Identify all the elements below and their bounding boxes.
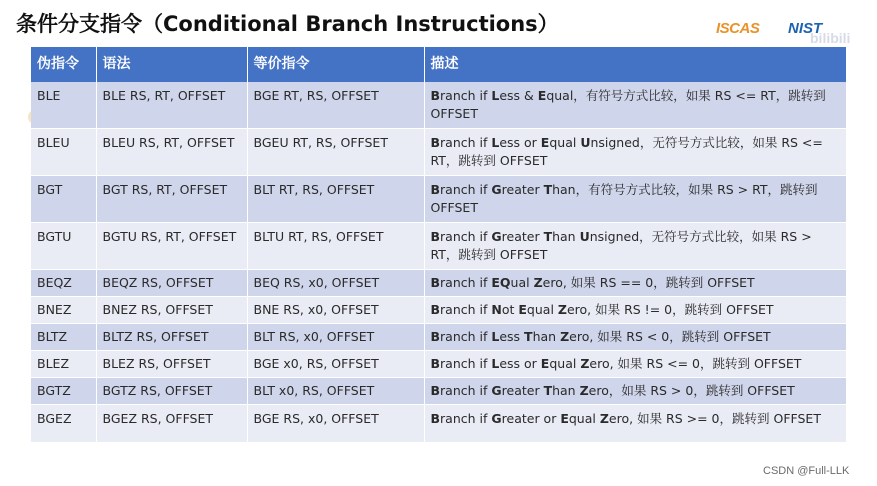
cell-syntax: BGT RS, RT, OFFSET — [96, 176, 247, 223]
desc-text: han — [552, 229, 580, 244]
cell-equivalent: BGE x0, RS, OFFSET — [247, 351, 424, 378]
cell-description — [424, 297, 846, 324]
branch-instructions-table — [31, 47, 846, 443]
cell-pseudo: BGTU — [31, 223, 96, 270]
desc-emphasis: T — [543, 383, 553, 398]
desc-emphasis: Z — [557, 302, 567, 317]
iscas-logo: ISCAS — [716, 20, 760, 37]
desc-emphasis: Z — [580, 356, 590, 371]
page-title: 条件分支指令（Conditional Branch Instructions） — [16, 12, 559, 36]
desc-text: ero, 如果 RS >= 0，跳转到 OFFSET — [608, 411, 821, 426]
cell-equivalent: BGE RS, x0, OFFSET — [247, 405, 424, 443]
desc-text: ero, 如果 RS == 0，跳转到 OFFSET — [542, 275, 755, 290]
desc-emphasis: L — [491, 356, 500, 371]
desc-text: ess or — [499, 135, 541, 150]
desc-emphasis: G — [491, 411, 502, 426]
desc-text: ero, 如果 RS != 0，跳转到 OFFSET — [566, 302, 774, 317]
cell-description — [424, 82, 846, 129]
table-header-row — [31, 47, 846, 82]
cell-syntax: BEQZ RS, OFFSET — [96, 270, 247, 297]
cell-syntax: BGEZ RS, OFFSET — [96, 405, 247, 443]
desc-text: ess & — [499, 88, 538, 103]
desc-text: ero, 如果 RS <= 0，跳转到 OFFSET — [589, 356, 802, 371]
desc-emphasis: L — [491, 329, 500, 344]
desc-emphasis: B — [430, 88, 441, 103]
cell-equivalent: BEQ RS, x0, OFFSET — [247, 270, 424, 297]
desc-text: nsigned，无符号方式比较，如果 RS > RT，跳转到 OFFSET — [430, 229, 812, 262]
desc-text: ranch if — [440, 88, 492, 103]
desc-emphasis: E — [537, 88, 547, 103]
cell-syntax: BLE RS, RT, OFFSET — [96, 82, 247, 129]
cell-pseudo: BGEZ — [31, 405, 96, 443]
table-row — [31, 270, 846, 297]
cell-description — [424, 351, 846, 378]
desc-text: ranch if — [440, 135, 492, 150]
cell-pseudo: BGT — [31, 176, 96, 223]
desc-emphasis: Z — [579, 383, 589, 398]
cell-pseudo: BEQZ — [31, 270, 96, 297]
cell-description — [424, 270, 846, 297]
desc-text: ranch if — [440, 302, 492, 317]
desc-emphasis: G — [491, 383, 502, 398]
desc-text: ranch if — [440, 182, 492, 197]
cell-syntax: BNEZ RS, OFFSET — [96, 297, 247, 324]
bilibili-watermark: bilibili — [810, 30, 851, 46]
desc-text: ess — [499, 329, 525, 344]
cell-pseudo: BLEU — [31, 129, 96, 176]
cell-syntax: BGTZ RS, OFFSET — [96, 378, 247, 405]
desc-text: qual — [549, 135, 581, 150]
desc-text: han — [552, 383, 580, 398]
desc-emphasis: U — [579, 229, 590, 244]
desc-emphasis: B — [430, 302, 441, 317]
desc-emphasis: B — [430, 383, 441, 398]
desc-emphasis: B — [430, 182, 441, 197]
desc-text: ranch if — [440, 275, 492, 290]
table-row — [31, 378, 846, 405]
header-equivalent: 等价指令 — [247, 47, 424, 82]
desc-emphasis: T — [524, 329, 533, 344]
cell-syntax: BLEZ RS, OFFSET — [96, 351, 247, 378]
desc-emphasis: G — [491, 229, 502, 244]
desc-emphasis: B — [430, 329, 441, 344]
desc-emphasis: U — [580, 135, 591, 150]
desc-text: ot — [501, 302, 519, 317]
cell-syntax: BGTU RS, RT, OFFSET — [96, 223, 247, 270]
desc-emphasis: G — [491, 182, 502, 197]
cell-description — [424, 378, 846, 405]
cell-description — [424, 405, 846, 443]
desc-text: han，有符号方式比较，如果 RS > RT，跳转到 OFFSET — [430, 182, 818, 215]
desc-text: qual — [526, 302, 558, 317]
header-description: 描述 — [424, 47, 846, 82]
cell-syntax: BLTZ RS, OFFSET — [96, 324, 247, 351]
desc-text: ranch if — [440, 411, 492, 426]
desc-text: ranch if — [440, 229, 492, 244]
cell-equivalent: BLTU RT, RS, OFFSET — [247, 223, 424, 270]
desc-text: ero，如果 RS > 0，跳转到 OFFSET — [588, 383, 795, 398]
desc-text: ual — [510, 275, 534, 290]
nist-logo: NIST — [788, 20, 823, 37]
table-row — [31, 82, 846, 129]
desc-text: reater — [501, 182, 544, 197]
desc-emphasis: L — [491, 88, 500, 103]
header-pseudo: 伪指令 — [31, 47, 96, 82]
table-row — [31, 176, 846, 223]
cell-equivalent: BGE RT, RS, OFFSET — [247, 82, 424, 129]
table-row — [31, 129, 846, 176]
cell-pseudo: BLEZ — [31, 351, 96, 378]
desc-emphasis: B — [430, 356, 441, 371]
desc-text: ranch if — [440, 329, 492, 344]
desc-text: ranch if — [440, 356, 492, 371]
desc-emphasis: Z — [560, 329, 570, 344]
desc-text: ranch if — [440, 383, 492, 398]
table-row — [31, 223, 846, 270]
desc-emphasis: B — [430, 135, 441, 150]
table-row — [31, 351, 846, 378]
cell-description — [424, 129, 846, 176]
cell-description — [424, 324, 846, 351]
desc-text: reater — [501, 229, 544, 244]
desc-emphasis: T — [543, 229, 553, 244]
desc-emphasis: Z — [599, 411, 609, 426]
cell-pseudo: BNEZ — [31, 297, 96, 324]
desc-emphasis: Z — [533, 275, 543, 290]
cell-equivalent: BLT x0, RS, OFFSET — [247, 378, 424, 405]
desc-emphasis: E — [540, 356, 550, 371]
desc-emphasis: L — [491, 135, 500, 150]
desc-text: qual，有符号方式比较，如果 RS <= RT，跳转到 OFFSET — [430, 88, 826, 121]
desc-emphasis: EQ — [491, 275, 511, 290]
desc-emphasis: N — [491, 302, 502, 317]
cell-pseudo: BLE — [31, 82, 96, 129]
header-syntax: 语法 — [96, 47, 247, 82]
csdn-credit: CSDN @Full-LLK — [763, 465, 850, 477]
desc-text: qual — [568, 411, 600, 426]
desc-text: qual — [549, 356, 581, 371]
desc-emphasis: E — [560, 411, 569, 426]
table-row — [31, 405, 846, 443]
desc-text: ess or — [499, 356, 541, 371]
desc-text: nsigned，无符号方式比较，如果 RS <= RT，跳转到 OFFSET — [430, 135, 823, 168]
cell-pseudo: BLTZ — [31, 324, 96, 351]
desc-emphasis: E — [518, 302, 527, 317]
table-row — [31, 297, 846, 324]
cell-pseudo: BGTZ — [31, 378, 96, 405]
cell-equivalent: BLT RT, RS, OFFSET — [247, 176, 424, 223]
cell-equivalent: BGEU RT, RS, OFFSET — [247, 129, 424, 176]
cell-equivalent: BLT RS, x0, OFFSET — [247, 324, 424, 351]
cell-syntax: BLEU RS, RT, OFFSET — [96, 129, 247, 176]
desc-emphasis: E — [540, 135, 550, 150]
desc-text: han — [532, 329, 561, 344]
desc-emphasis: B — [430, 411, 441, 426]
desc-emphasis: B — [430, 229, 441, 244]
cell-equivalent: BNE RS, x0, OFFSET — [247, 297, 424, 324]
cell-description — [424, 223, 846, 270]
cell-description — [424, 176, 846, 223]
desc-text: reater — [501, 383, 544, 398]
desc-text: reater or — [501, 411, 561, 426]
table-row — [31, 324, 846, 351]
desc-emphasis: T — [543, 182, 553, 197]
desc-text: ero, 如果 RS < 0，跳转到 OFFSET — [569, 329, 771, 344]
desc-emphasis: B — [430, 275, 441, 290]
